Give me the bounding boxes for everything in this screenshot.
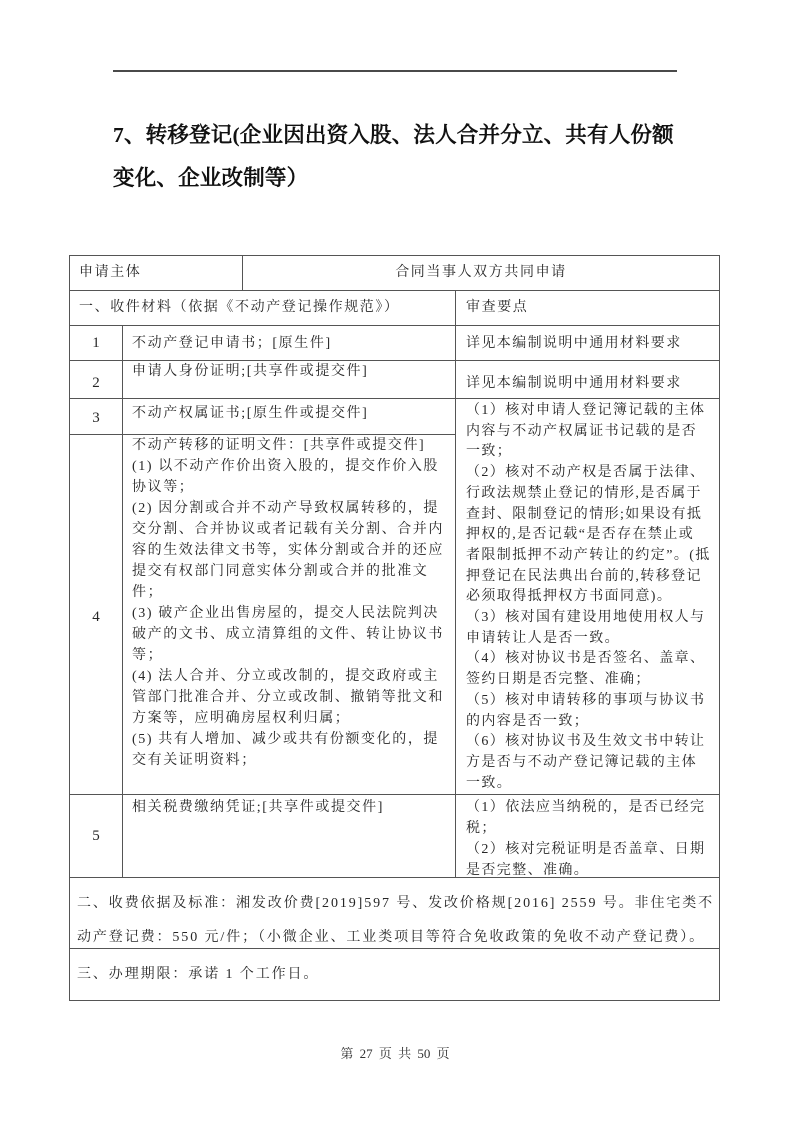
title-line: 7、转移登记(企业因出资入股、法人合并分立、共有人份额 (113, 123, 674, 147)
material-line: (1) 以不动产作价出资入股的，提交作价入股 (132, 459, 440, 474)
review-line: 签约日期是否完整、准确； (466, 672, 651, 688)
review-line: 一致。 (466, 775, 513, 791)
material-line: 件； (132, 585, 164, 600)
review-line: （5）核对申请转移的事项与协议书 (466, 692, 706, 708)
material-cell (123, 326, 456, 361)
review-line: 详见本编制说明中通用材料要求 (466, 336, 682, 351)
material-line: 方案等，应明确房屋权利归属； (132, 711, 351, 726)
review-cell-merged (456, 399, 720, 795)
materials-header: 一、收件材料（依据《不动产登记操作规范》） (70, 291, 456, 326)
material-line: (4) 法人合并、分立或改制的，提交政府或主 (132, 669, 440, 684)
material-line: (5) 共有人增加、减少或共有份额变化的，提 (132, 732, 440, 747)
section-title (113, 114, 693, 200)
material-line: 交有关证明资料； (132, 753, 257, 768)
review-line: 的内容是否一致； (466, 713, 590, 729)
material-line: 容的生效法律文书等，实体分割或合并的还应 (132, 543, 444, 558)
review-line: 者限制抵押不动产转让的约定”。(抵 (466, 547, 711, 563)
material-line: 申请人身份证明;[共享件或提交件] (132, 364, 369, 379)
material-line: 不动产权属证书;[原生件或提交件] (132, 406, 369, 421)
review-cell (456, 326, 720, 361)
review-header: 审查要点 (456, 291, 720, 326)
review-line: 是否完整、准确。 (466, 863, 590, 878)
review-line: 行政法规禁止登记的情形,是否属于 (466, 485, 702, 501)
material-cell (123, 361, 456, 399)
applicant-label: 申请主体 (70, 256, 243, 291)
material-line: (2) 因分割或合并不动产导致权属转移的，提 (132, 501, 440, 516)
applicant-value: 合同当事人双方共同申请 (243, 256, 720, 291)
material-line: 不动产登记申请书；[原生件] (132, 336, 332, 351)
review-line: 押权的,是否记载“是否存在禁止或 (466, 527, 695, 543)
material-line: 提交有权部门同意实体分割或合并的批准文 (132, 564, 429, 579)
material-line: 管部门批准合并、分立或改制、撤销等批文和 (132, 690, 444, 705)
review-cell (456, 361, 720, 399)
row-number: 3 (70, 399, 123, 435)
review-line: （2）核对不动产权是否属于法律、 (466, 465, 706, 481)
review-line: 一致； (466, 444, 513, 460)
fee-line: 动产登记费：550 元/件；（小微企业、工业类项目等符合免收政策的免收不动产登记费）。 (77, 930, 706, 945)
title-line: 变化、企业改制等） (113, 166, 309, 190)
material-line: 交分割、合并协议或者记载有关分割、合并内 (132, 522, 444, 537)
material-line: 协议等； (132, 480, 195, 495)
review-line: （6）核对协议书及生效文书中转让 (466, 734, 706, 750)
processing-deadline: 三、办理期限：承诺 1 个工作日。 (70, 949, 720, 1001)
row-number: 2 (70, 361, 123, 399)
review-line: （1）依法应当纳税的，是否已经完 (466, 800, 706, 815)
material-line: 不动产转移的证明文件：[共享件或提交件] (132, 438, 426, 453)
review-line: （4）核对协议书是否签名、盖章、 (466, 651, 706, 667)
registration-table (69, 255, 720, 1001)
review-line: 必须取得抵押权方书面同意)。 (466, 589, 673, 605)
review-line: 查封、限制登记的情形;如果设有抵 (466, 506, 703, 522)
material-cell (123, 435, 456, 795)
fee-line: 二、收费依据及标准：湘发改价费[2019]597 号、发改价格规[2016] 2559 号。非住宅类不 (77, 896, 715, 911)
review-line: 方是否与不动产登记簿记载的主体 (466, 754, 697, 770)
review-line: 申请转让人是否一致。 (466, 630, 620, 646)
review-cell (456, 795, 720, 878)
review-line: （3）核对国有建设用地使用权人与 (466, 610, 706, 626)
header-rule (113, 70, 677, 72)
material-line: 破产的文书、成立清算组的文件、转让协议书 (132, 627, 444, 642)
material-line: 相关税费缴纳凭证;[共享件或提交件] (132, 800, 385, 815)
material-line: (3) 破产企业出售房屋的，提交人民法院判决 (132, 606, 440, 621)
row-number: 1 (70, 326, 123, 361)
review-line: 内容与不动产权属证书记载的是否 (466, 423, 697, 439)
review-line: （2）核对完税证明是否盖章、日期 (466, 842, 706, 857)
review-line: 详见本编制说明中通用材料要求 (466, 376, 682, 391)
material-line: 等； (132, 648, 164, 663)
fee-standard (70, 878, 720, 949)
page-indicator: 第 27 页 共 50 页 (340, 1046, 450, 1061)
material-cell (123, 795, 456, 878)
row-number: 5 (70, 795, 123, 878)
material-cell (123, 399, 456, 435)
row-number: 4 (70, 435, 123, 795)
review-line: 税； (466, 821, 497, 836)
review-line: （1）核对申请人登记簿记载的主体 (466, 403, 706, 418)
review-line: 押登记在民法典出台前的,转移登记 (466, 568, 702, 584)
